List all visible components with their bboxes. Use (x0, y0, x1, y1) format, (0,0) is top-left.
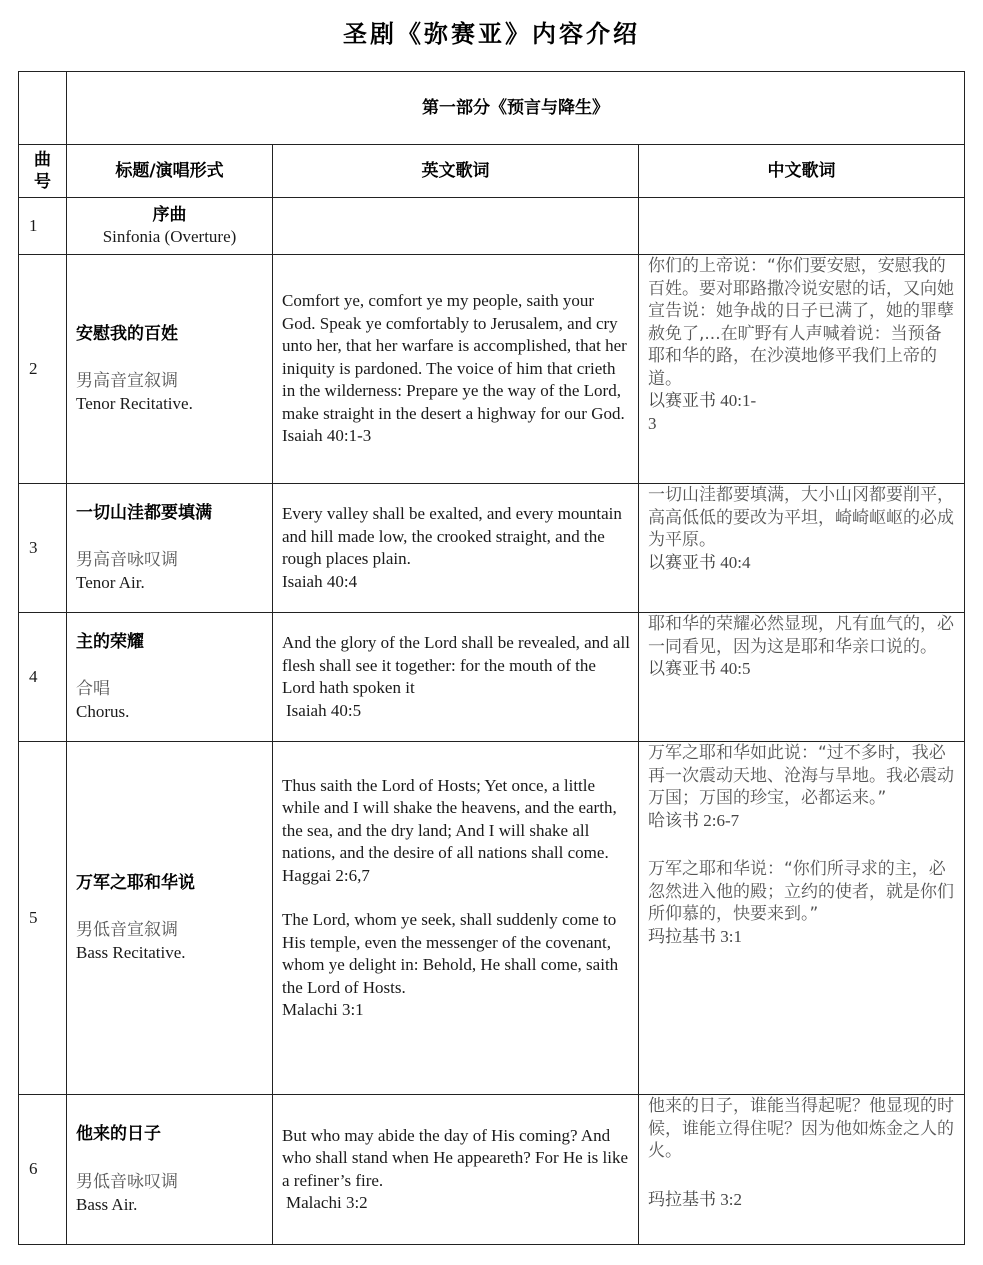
row-number: 3 (19, 484, 67, 613)
chinese-lyrics: 万军之耶和华如此说：“过不多时，我必再一次震动天地、沧海与旱地。我必震动万国；万国的珍宝，必都运来。” (648, 743, 954, 808)
english-lyrics-cell (273, 198, 639, 255)
header-number (19, 145, 67, 198)
performance-form-en: Tenor Recitative. (76, 394, 193, 413)
english-lyrics: Comfort ye, comfort ye my people, saith your God. Speak ye comfortably to Jerusalem, and cry unto her, that her warfare is accomplished, that her iniquity is pardoned. The voice of him that crieth in the wilderness: Prepare ye the way of the Lord, make straight in the desert a highway for our God. (282, 291, 627, 423)
english-lyrics-cell (273, 742, 639, 1095)
piece-title-zh: 一切山洼都要填满 (76, 502, 212, 523)
messiah-lyrics-table (18, 71, 965, 1245)
performance-form-zh: 合唱 (76, 679, 110, 699)
english-lyrics: The Lord, whom ye seek, shall suddenly come to His temple, even the messenger of the covenant, whom ye delight in: Behold, He shall come, saith the Lord of Hosts. (282, 910, 619, 997)
chinese-lyrics-cell (639, 742, 965, 1095)
table-row (19, 198, 965, 255)
english-lyrics: But who may abide the day of His coming? And who shall stand when He appeareth? For He is like a refiner’s fire. (282, 1125, 629, 1190)
english-lyrics: And the glory of the Lord shall be revealed, and all flesh shall see it together: for the mouth of the Lord hath spoken it (282, 633, 630, 697)
table-row (19, 742, 965, 1095)
piece-title-en: Sinfonia (Overture) (102, 227, 237, 246)
table-row (19, 255, 965, 484)
chinese-lyrics: 他来的日子，谁能当得起呢？他显现的时候，谁能立得住呢？因为他如炼金之人的火。 (648, 1096, 954, 1161)
title-cell (67, 484, 273, 613)
chinese-lyrics-cell (639, 198, 965, 255)
english-lyrics: Every valley shall be exalted, and every mountain and hill made low, the crooked straight, and the rough places plain. (282, 504, 622, 568)
header-title: 标题/演唱形式 (67, 145, 273, 198)
row-number: 2 (19, 255, 67, 484)
performance-form-en: Bass Recitative. (76, 943, 186, 962)
column-header-row (19, 145, 965, 198)
empty-corner-cell (19, 72, 67, 145)
trailing-space (282, 1022, 630, 1062)
chinese-lyrics: 一切山洼都要填满，大小山冈都要削平，高高低低的要改为平坦，崎崎岖岖的必成为平原。 (648, 485, 954, 550)
english-lyrics-cell (273, 613, 639, 742)
scripture-reference: Malachi 3:1 (282, 1000, 364, 1019)
chinese-lyrics-cell (639, 613, 965, 742)
scripture-reference: Malachi 3:2 (286, 1193, 368, 1212)
scripture-reference: 以赛亚书 40:5 (648, 659, 751, 678)
piece-title-zh: 序曲 (152, 204, 187, 225)
scripture-reference: Isaiah 40:4 (282, 571, 358, 591)
scripture-reference: Isaiah 40:5 (286, 700, 362, 720)
english-lyrics-cell (273, 484, 639, 613)
scripture-reference: 以赛亚书 40:1- (648, 391, 757, 410)
part-title: 第一部分《预言与降生》 (67, 72, 965, 145)
header-number-label: 曲号 (34, 149, 51, 192)
title-cell (67, 1095, 273, 1245)
header-chinese: 中文歌词 (639, 145, 965, 198)
english-lyrics: Thus saith the Lord of Hosts; Yet once, a little while and I will shake the heavens, and the earth, the sea, and the dry land; And I will shake all nations, and the desire of all nations shall come. (282, 775, 617, 862)
scripture-reference: 玛拉基书 3:2 (648, 1189, 742, 1209)
title-cell (67, 742, 273, 1095)
scripture-reference: Haggai 2:6,7 (282, 865, 370, 885)
table-row (19, 613, 965, 742)
row-number: 1 (19, 198, 67, 255)
performance-form-zh: 男低音宣叙调 (76, 920, 178, 940)
piece-title-zh: 他来的日子 (76, 1124, 161, 1144)
chinese-lyrics-cell (639, 1095, 965, 1245)
performance-form-en: Chorus. (76, 702, 130, 721)
english-lyrics-cell (273, 255, 639, 484)
table-row (19, 484, 965, 613)
title-cell (67, 255, 273, 484)
chinese-lyrics: 耶和华的荣耀必然显现，凡有血气的，必一同看见，因为这是耶和华亲口说的。 (648, 614, 954, 657)
piece-title-zh: 主的荣耀 (76, 631, 144, 652)
paragraph-gap (648, 832, 956, 858)
english-lyrics-cell (273, 1095, 639, 1245)
row-number: 5 (19, 742, 67, 1095)
title-cell (67, 613, 273, 742)
document-title: 圣剧《弥赛亚》内容介绍 (343, 19, 640, 48)
performance-form-en: Tenor Air. (76, 573, 145, 592)
row-number: 4 (19, 613, 67, 742)
row-number: 6 (19, 1095, 67, 1245)
chinese-lyrics: 万军之耶和华说：“你们所寻求的主，必忽然进入他的殿；立约的使者，就是你们所仰慕的，快要来到。” (648, 859, 954, 924)
piece-title-zh: 万军之耶和华说 (76, 872, 195, 893)
scripture-reference: 哈该书 2:6-7 (648, 810, 740, 830)
chinese-lyrics: 你们的上帝说：“你们要安慰，安慰我的百姓。要对耶路撒冷说安慰的话，又向她宣告说：她争战的日子已满了，她的罪孽赦免了,...在旷野有人声喊着说：当预备耶和华的路，在沙漠地修平我们上帝的道。 (648, 256, 954, 389)
title-cell (67, 198, 273, 255)
performance-form-zh: 男高音宣叙调 (76, 371, 178, 391)
performance-form-zh: 男高音咏叹调 (76, 550, 178, 570)
chinese-lyrics-cell (639, 484, 965, 613)
scripture-reference: 以赛亚书 40:4 (648, 552, 751, 572)
scripture-reference-continued: 3 (648, 413, 657, 433)
header-english: 英文歌词 (273, 145, 639, 198)
table-row (19, 1095, 965, 1245)
chinese-lyrics-cell (639, 255, 965, 484)
performance-form-zh: 男低音咏叹调 (76, 1171, 178, 1192)
paragraph-gap (282, 887, 630, 909)
scripture-reference: 玛拉基书 3:1 (648, 926, 742, 946)
part-header-row (19, 72, 965, 145)
scripture-reference: Isaiah 40:1-3 (282, 426, 372, 446)
performance-form-en: Bass Air. (76, 1194, 138, 1214)
piece-title-zh: 安慰我的百姓 (76, 323, 178, 344)
paragraph-gap (648, 1163, 956, 1189)
